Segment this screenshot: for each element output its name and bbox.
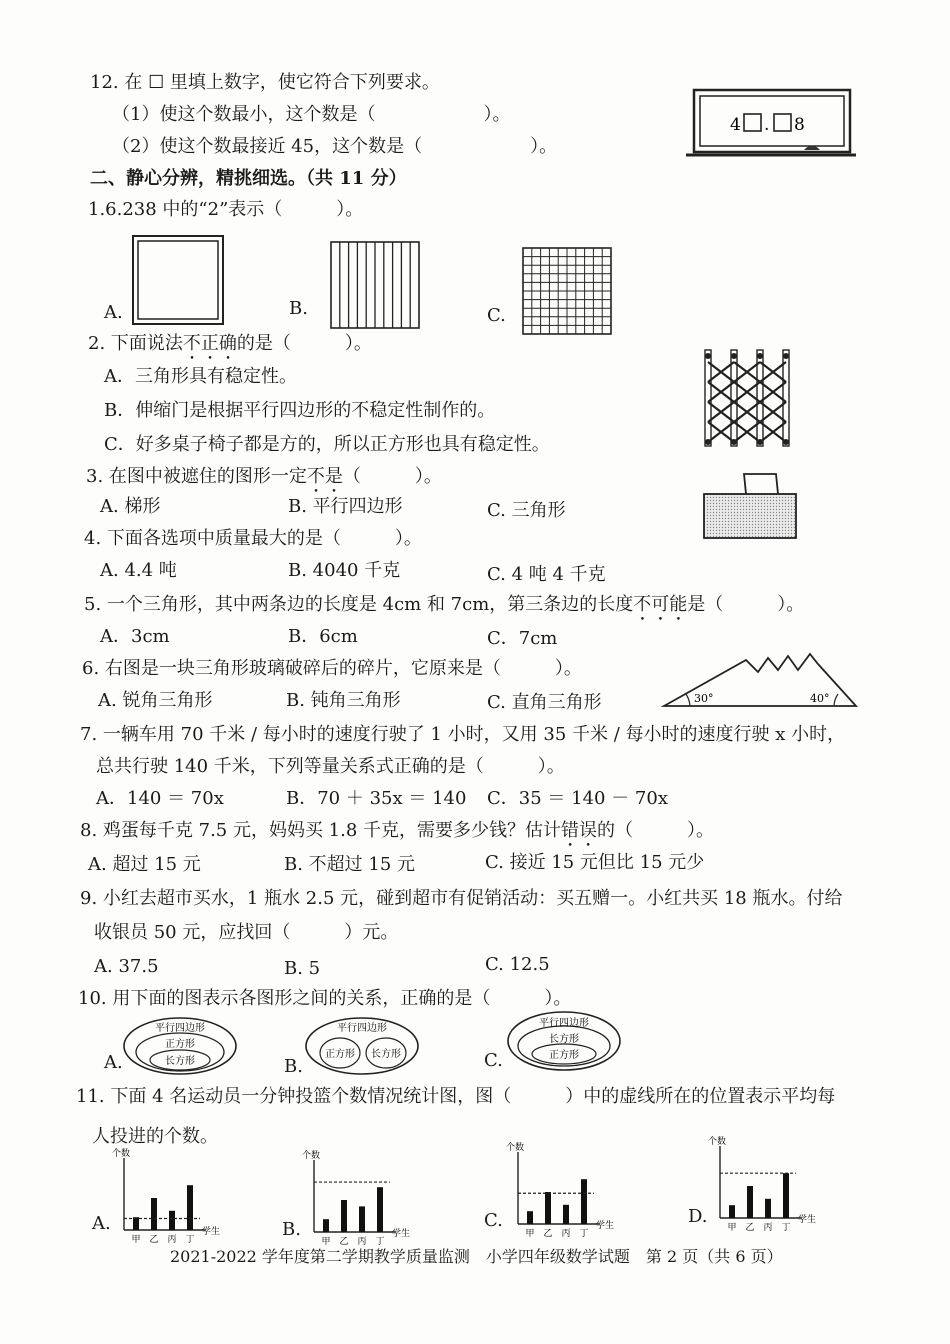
chart-bar [563,1205,569,1224]
c-label-square: 正方形 [549,1050,579,1061]
chart-category-label: 丁 [185,1235,195,1245]
q10-option-a-label: A. [104,1052,123,1073]
q4-option-b: B. 4040 千克 [288,560,401,581]
q1-option-b-strips [329,240,423,332]
c-label-parallelogram: 平行四边形 [539,1018,589,1029]
chart-x-axis-label: 学生 [202,1227,221,1237]
chart-bar [187,1185,193,1230]
q8-text-pre: 8. 鸡蛋每千克 7.5 元，妈妈买 1.8 千克，需要多少钱？估计 [80,820,562,841]
q2-option-b: B．伸缩门是根据平行四边形的不稳定性制作的。 [104,400,496,421]
chart-bar [359,1206,365,1232]
q9-option-a: A. 37.5 [94,956,159,977]
q6-option-a: A. 锐角三角形 [98,690,213,711]
q10-option-c-venn [506,1010,622,1072]
chart-category-label: 乙 [339,1237,349,1247]
broken-triangle-figure [660,650,860,710]
chart-bar [765,1199,771,1218]
q5-text-emphasis: 不可能 [633,594,688,615]
chart-bar [729,1205,735,1218]
chart-category-label: 丁 [375,1237,385,1247]
q10-option-a-venn [122,1016,238,1076]
section-2-title: 二、静心分辨，精挑细选。（共 11 分） [90,168,407,189]
blackboard-figure [686,88,856,163]
q3-text [86,466,442,497]
q2-option-a: A．三角形具有稳定性。 [104,366,297,387]
chart-category-label: 甲 [131,1235,141,1245]
chart-bar [323,1219,329,1232]
chart-bar [169,1211,175,1230]
board-digit-8: 8 [794,115,805,135]
q11-option-c-label: C. [484,1210,503,1231]
a-label-rectangle: 长方形 [165,1056,195,1067]
q6-text: 6. 右图是一块三角形玻璃破碎后的碎片，它原来是（ ）。 [82,658,582,679]
angle-40-label: 40° [810,692,830,705]
chart-category-label: 丙 [357,1237,367,1247]
chart-category-label: 丁 [781,1223,791,1233]
q11-line2: 人投进的个数。 [92,1126,218,1147]
chart-bar [377,1187,383,1232]
chart-category-label: 甲 [525,1229,535,1239]
chart-y-axis-label: 个数 [302,1151,321,1161]
q7-option-a: A．140 ＝ 70x [96,788,224,809]
chart-x-axis-label: 学生 [798,1215,817,1225]
q1-option-a-square [130,233,226,327]
q7-option-c: C．35 ＝ 140 － 70x [487,788,668,809]
chart-bar [151,1198,157,1230]
q10-option-b-venn [304,1016,420,1076]
chart-x-axis-label: 学生 [392,1229,411,1239]
q8-text-emphasis: 错误 [561,820,598,841]
q5-option-c: C．7cm [487,628,558,649]
q11-chart-d [706,1138,826,1236]
chart-category-label: 丁 [579,1229,589,1239]
q11-option-a-label: A. [92,1213,111,1234]
q1-option-b-label: B. [289,298,308,319]
q7-line1: 7. 一辆车用 70 千米 / 每小时的速度行驶了 1 小时，又用 35 千米 / 每小时的速度行驶 x 小时， [80,724,846,745]
q11-line1: 11. 下面 4 名运动员一分钟投篮个数情况统计图，图（ ）中的虚线所在的位置表示平均每 [76,1086,836,1107]
q2-text [88,333,372,364]
q6-option-b: B. 钝角三角形 [286,690,401,711]
chart-bar [581,1179,587,1224]
q8-option-b: B. 不超过 15 元 [284,854,416,875]
q12-part1: （1）使这个数最小，这个数是（ ）。 [112,104,511,125]
b-label-square: 正方形 [325,1049,355,1060]
q12-part2: （2）使这个数最接近 45，这个数是（ ）。 [112,136,558,157]
q4-text: 4. 下面各选项中质量最大的是（ ）。 [84,528,422,549]
q2-text-emphasis: 不正确 [182,333,237,354]
board-dot: . [764,115,770,135]
q9-line1: 9. 小红去超市买水，1 瓶水 2.5 元，碰到超市有促销活动：买五赠一。小红共买 18 瓶水。付给 [80,888,843,909]
chart-category-label: 乙 [543,1229,553,1239]
q3-option-a: A. 梯形 [100,496,161,517]
q10-text: 10. 用下面的图表示各图形之间的关系，正确的是（ ）。 [78,988,572,1009]
chart-category-label: 乙 [149,1235,159,1245]
chart-bar [783,1173,789,1218]
chart-y-axis-label: 个数 [506,1143,525,1153]
chart-category-label: 甲 [727,1223,737,1233]
q12-title: 12. 在 ☐ 里填上数字，使它符合下列要求。 [90,72,440,93]
chart-bar [747,1186,753,1218]
page-footer: 2021-2022 学年度第二学期教学质量监测 小学四年级数学试题 第 2 页（共 6 页） [170,1247,783,1266]
q3-text-pre: 3. 在图中被遮住的图形一定 [86,466,307,487]
q5-text [84,594,804,625]
q5-text-pre: 5. 一个三角形，其中两条边的长度是 4cm 和 7cm，第三条边的长度 [84,594,634,615]
q10-option-b-label: B. [284,1056,303,1077]
q7-option-b: B．70 ＋ 35x ＝ 140 [286,788,467,809]
q1-option-c-label: C. [487,305,506,326]
q6-option-c: C. 直角三角形 [487,692,602,713]
q11-option-b-label: B. [282,1219,301,1240]
chart-category-label: 乙 [745,1223,755,1233]
q8-option-c: C. 接近 15 元但比 15 元少 [485,852,705,873]
q1-option-a-label: A. [104,302,123,323]
covered-shape-figure [700,472,800,542]
chart-bar [341,1200,347,1232]
q8-text-post: 的（ ）。 [597,820,715,841]
q9-option-b: B. 5 [284,958,321,979]
telescopic-gate-figure [700,348,800,450]
chart-x-axis-label: 学生 [596,1221,615,1231]
chart-category-label: 丙 [167,1235,177,1245]
q2-option-c: C．好多桌子椅子都是方的，所以正方形也具有稳定性。 [104,434,550,455]
q5-option-b: B．6cm [288,626,358,647]
q1-option-c-grid [521,246,615,338]
c-label-rectangle: 长方形 [549,1034,579,1045]
b-label-parallelogram: 平行四边形 [337,1023,387,1034]
chart-category-label: 甲 [321,1237,331,1247]
q11-chart-b [300,1152,420,1250]
q10-option-c-label: C. [484,1050,503,1071]
q9-line2: 收银员 50 元，应找回（ ）元。 [94,922,399,943]
chart-y-axis-label: 个数 [708,1137,727,1147]
q3-option-c: C. 三角形 [487,500,566,521]
angle-30-label: 30° [694,692,714,705]
a-label-parallelogram: 平行四边形 [155,1023,205,1034]
q8-option-a: A. 超过 15 元 [88,854,201,875]
q4-option-a: A. 4.4 吨 [100,560,177,581]
q2-text-pre: 2. 下面说法 [88,333,183,354]
q3-text-emphasis: 不是 [306,466,343,487]
q3-text-post: （ ）。 [342,466,442,487]
q1-text: 1.6.238 中的“2”表示（ ）。 [88,199,364,220]
q11-option-d-label: D. [688,1206,708,1227]
q5-option-a: A．3cm [100,626,170,647]
q4-option-c: C. 4 吨 4 千克 [487,564,606,585]
chart-bar [527,1211,533,1224]
b-label-rectangle: 长方形 [371,1049,401,1060]
a-label-square: 正方形 [165,1039,195,1050]
chart-category-label: 丙 [561,1229,571,1239]
board-digit-4: 4 [730,115,741,135]
chart-category-label: 丙 [763,1223,773,1233]
q5-text-post: 是（ ）。 [687,594,805,615]
chart-y-axis-label: 个数 [112,1149,131,1159]
q2-text-post: 的是（ ）。 [236,333,372,354]
chart-bar [545,1192,551,1224]
q9-option-c: C. 12.5 [485,954,550,975]
chart-bar [133,1217,139,1230]
q11-chart-c [504,1144,624,1242]
q8-text [80,820,714,851]
q11-chart-a [110,1150,230,1248]
q3-option-b: B. 平行四边形 [288,496,403,517]
q7-line2: 总共行驶 140 千米，下列等量关系式正确的是（ ）。 [96,756,565,777]
